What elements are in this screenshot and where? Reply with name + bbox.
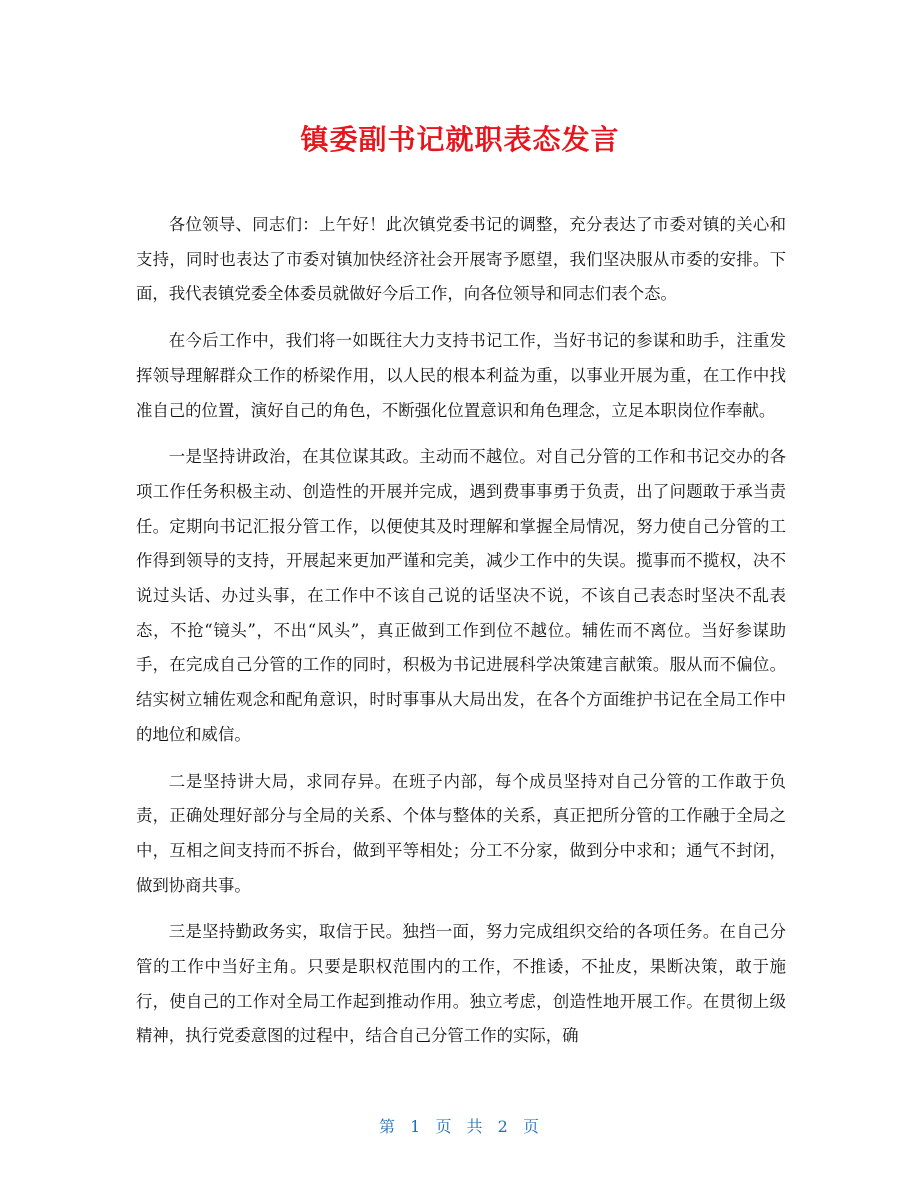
document-body xyxy=(136,208,786,1066)
paragraph-point-one: 一是坚持讲政治，在其位谋其政。主动而不越位。对自己分管的工作和书记交办的各项工作任务积极主动、创造性的开展并完成，遇到费事事勇于负责，出了问题敢于承当责任。定期向书记汇报分管工作，以便使其及时理解和掌握全局情况，努力使自己分管的工作得到领导的支持，开展起来更加严谨和完美，减少工作中的失误。揽事而不揽权，决不说过头话、办过头事，在工作中不该自己说的话坚决不说，不该自己表态时坚决不乱表态，不抢“镜头”，不出“风头”，真正做到工作到位不越位。辅佐而不离位。当好参谋助手，在完成自己分管的工作的同时，积极为书记进展科学决策建言献策。服从而不偏位。结实树立辅佐观念和配角意识，时时事事从大局出发，在各个方面维护书记在全局工作中的地位和威信。 xyxy=(136,447,786,744)
footer-total-pages: 2 xyxy=(497,1117,510,1136)
footer-page-word: 页 xyxy=(435,1117,454,1136)
page-title: 镇委副书记就职表态发言 xyxy=(300,123,620,156)
paragraph-intro: 在今后工作中，我们将一如既往大力支持书记工作，当好书记的参谋和助手，注重发挥领导理解群众工作的桥梁作用，以人民的根本利益为重，以事业开展为重，在工作中找准自己的位置，演好自己的角色，不断强化位置意识和角色理念，立足本职岗位作奉献。 xyxy=(136,331,786,420)
footer-page-prefix: 第 xyxy=(379,1117,398,1136)
page-footer xyxy=(0,1114,920,1137)
paragraph-point-two: 二是坚持讲大局，求同存异。在班子内部，每个成员坚持对自己分管的工作敢于负责，正确处理好部分与全局的关系、个体与整体的关系，真正把所分管的工作融于全局之中，互相之间支持而不拆台，做到平等相处；分工不分家，做到分中求和；通气不封闭，做到协商共事。 xyxy=(136,771,786,895)
footer-current-page: 1 xyxy=(410,1117,423,1136)
paragraph-greeting: 各位领导、同志们：上午好！此次镇党委书记的调整，充分表达了市委对镇的关心和支持，同时也表达了市委对镇加快经济社会开展寄予愿望，我们坚决服从市委的安排。下面，我代表镇党委全体委员就做好今后工作，向各位领导和同志们表个态。 xyxy=(136,215,786,304)
paragraph-point-three: 三是坚持勤政务实，取信于民。独挡一面，努力完成组织交给的各项任务。在自己分管的工作中当好主角。只要是职权范围内的工作，不推诿，不扯皮，果断决策，敢于施行，使自己的工作对全局工作起到推动作用。独立考虑，创造性地开展工作。在贯彻上级精神，执行党委意图的过程中，结合自己分管工作的实际，确 xyxy=(136,922,786,1046)
footer-total-prefix: 共 xyxy=(466,1117,485,1136)
footer-page-word-2: 页 xyxy=(522,1117,541,1136)
